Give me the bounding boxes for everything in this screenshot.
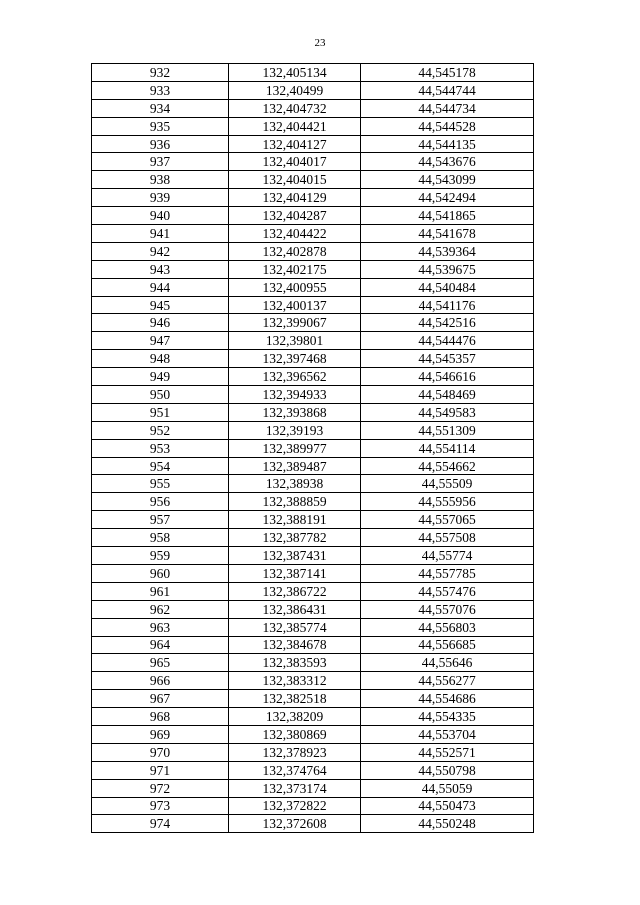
table-row	[92, 582, 534, 600]
table-row	[92, 314, 534, 332]
table-row	[92, 564, 534, 582]
table-row	[92, 743, 534, 761]
point-number-cell: 967	[92, 690, 229, 708]
longitude-cell: 132,389487	[229, 457, 361, 475]
longitude-cell: 132,383312	[229, 672, 361, 690]
table-row	[92, 386, 534, 404]
table-row	[92, 708, 534, 726]
longitude-cell: 132,404129	[229, 189, 361, 207]
point-number-cell: 961	[92, 582, 229, 600]
longitude-cell: 132,393868	[229, 403, 361, 421]
table-row	[92, 618, 534, 636]
latitude-cell: 44,554686	[361, 690, 534, 708]
longitude-cell: 132,383593	[229, 654, 361, 672]
longitude-cell: 132,380869	[229, 725, 361, 743]
longitude-cell: 132,384678	[229, 636, 361, 654]
longitude-cell: 132,396562	[229, 368, 361, 386]
latitude-cell: 44,542494	[361, 189, 534, 207]
latitude-cell: 44,55059	[361, 779, 534, 797]
point-number-cell: 952	[92, 421, 229, 439]
point-number-cell: 973	[92, 797, 229, 815]
longitude-cell: 132,373174	[229, 779, 361, 797]
latitude-cell: 44,540484	[361, 278, 534, 296]
table-row	[92, 547, 534, 565]
longitude-cell: 132,40499	[229, 81, 361, 99]
table-row	[92, 117, 534, 135]
latitude-cell: 44,557076	[361, 600, 534, 618]
point-number-cell: 955	[92, 475, 229, 493]
point-number-cell: 934	[92, 99, 229, 117]
table-row	[92, 725, 534, 743]
longitude-cell: 132,372822	[229, 797, 361, 815]
latitude-cell: 44,557065	[361, 511, 534, 529]
point-number-cell: 932	[92, 64, 229, 82]
point-number-cell: 942	[92, 242, 229, 260]
longitude-cell: 132,388191	[229, 511, 361, 529]
longitude-cell: 132,39193	[229, 421, 361, 439]
point-number-cell: 947	[92, 332, 229, 350]
latitude-cell: 44,55774	[361, 547, 534, 565]
latitude-cell: 44,546616	[361, 368, 534, 386]
table-row	[92, 153, 534, 171]
table-row	[92, 797, 534, 815]
point-number-cell: 969	[92, 725, 229, 743]
table-row	[92, 368, 534, 386]
longitude-cell: 132,399067	[229, 314, 361, 332]
table-row	[92, 529, 534, 547]
latitude-cell: 44,544744	[361, 81, 534, 99]
point-number-cell: 949	[92, 368, 229, 386]
point-number-cell: 957	[92, 511, 229, 529]
latitude-cell: 44,556803	[361, 618, 534, 636]
longitude-cell: 132,387431	[229, 547, 361, 565]
longitude-cell: 132,378923	[229, 743, 361, 761]
longitude-cell: 132,404015	[229, 171, 361, 189]
longitude-cell: 132,404287	[229, 207, 361, 225]
latitude-cell: 44,55646	[361, 654, 534, 672]
latitude-cell: 44,557508	[361, 529, 534, 547]
latitude-cell: 44,553704	[361, 725, 534, 743]
longitude-cell: 132,394933	[229, 386, 361, 404]
latitude-cell: 44,539364	[361, 242, 534, 260]
latitude-cell: 44,555956	[361, 493, 534, 511]
point-number-cell: 948	[92, 350, 229, 368]
table-row	[92, 815, 534, 833]
table-row	[92, 493, 534, 511]
table-row	[92, 332, 534, 350]
point-number-cell: 953	[92, 439, 229, 457]
point-number-cell: 966	[92, 672, 229, 690]
latitude-cell: 44,557476	[361, 582, 534, 600]
latitude-cell: 44,554114	[361, 439, 534, 457]
longitude-cell: 132,38209	[229, 708, 361, 726]
point-number-cell: 940	[92, 207, 229, 225]
longitude-cell: 132,405134	[229, 64, 361, 82]
longitude-cell: 132,400137	[229, 296, 361, 314]
table-row	[92, 761, 534, 779]
longitude-cell: 132,385774	[229, 618, 361, 636]
point-number-cell: 935	[92, 117, 229, 135]
point-number-cell: 964	[92, 636, 229, 654]
point-number-cell: 974	[92, 815, 229, 833]
latitude-cell: 44,550248	[361, 815, 534, 833]
latitude-cell: 44,550798	[361, 761, 534, 779]
point-number-cell: 958	[92, 529, 229, 547]
table-row	[92, 189, 534, 207]
longitude-cell: 132,387141	[229, 564, 361, 582]
table-row	[92, 135, 534, 153]
longitude-cell: 132,400955	[229, 278, 361, 296]
longitude-cell: 132,404422	[229, 225, 361, 243]
point-number-cell: 950	[92, 386, 229, 404]
table-row	[92, 207, 534, 225]
table-row	[92, 99, 534, 117]
point-number-cell: 960	[92, 564, 229, 582]
latitude-cell: 44,549583	[361, 403, 534, 421]
point-number-cell: 945	[92, 296, 229, 314]
table-row	[92, 779, 534, 797]
table-row	[92, 403, 534, 421]
point-number-cell: 968	[92, 708, 229, 726]
point-number-cell: 965	[92, 654, 229, 672]
table-row	[92, 636, 534, 654]
longitude-cell: 132,404732	[229, 99, 361, 117]
latitude-cell: 44,544528	[361, 117, 534, 135]
longitude-cell: 132,402878	[229, 242, 361, 260]
point-number-cell: 938	[92, 171, 229, 189]
latitude-cell: 44,541678	[361, 225, 534, 243]
longitude-cell: 132,38938	[229, 475, 361, 493]
table-row	[92, 242, 534, 260]
longitude-cell: 132,404017	[229, 153, 361, 171]
longitude-cell: 132,382518	[229, 690, 361, 708]
latitude-cell: 44,544135	[361, 135, 534, 153]
longitude-cell: 132,386722	[229, 582, 361, 600]
point-number-cell: 959	[92, 547, 229, 565]
latitude-cell: 44,552571	[361, 743, 534, 761]
point-number-cell: 970	[92, 743, 229, 761]
coordinates-table-body	[92, 64, 534, 833]
latitude-cell: 44,554662	[361, 457, 534, 475]
point-number-cell: 939	[92, 189, 229, 207]
table-row	[92, 600, 534, 618]
point-number-cell: 941	[92, 225, 229, 243]
latitude-cell: 44,548469	[361, 386, 534, 404]
latitude-cell: 44,539675	[361, 260, 534, 278]
point-number-cell: 963	[92, 618, 229, 636]
point-number-cell: 956	[92, 493, 229, 511]
longitude-cell: 132,404127	[229, 135, 361, 153]
point-number-cell: 946	[92, 314, 229, 332]
table-row	[92, 296, 534, 314]
page-number: 23	[314, 37, 326, 49]
table-row	[92, 654, 534, 672]
table-row	[92, 171, 534, 189]
latitude-cell: 44,545357	[361, 350, 534, 368]
longitude-cell: 132,372608	[229, 815, 361, 833]
table-row	[92, 672, 534, 690]
latitude-cell: 44,556277	[361, 672, 534, 690]
point-number-cell: 962	[92, 600, 229, 618]
latitude-cell: 44,543676	[361, 153, 534, 171]
latitude-cell: 44,554335	[361, 708, 534, 726]
latitude-cell: 44,556685	[361, 636, 534, 654]
table-row	[92, 475, 534, 493]
point-number-cell: 972	[92, 779, 229, 797]
longitude-cell: 132,389977	[229, 439, 361, 457]
latitude-cell: 44,550473	[361, 797, 534, 815]
point-number-cell: 943	[92, 260, 229, 278]
longitude-cell: 132,397468	[229, 350, 361, 368]
latitude-cell: 44,544476	[361, 332, 534, 350]
latitude-cell: 44,542516	[361, 314, 534, 332]
latitude-cell: 44,543099	[361, 171, 534, 189]
point-number-cell: 933	[92, 81, 229, 99]
latitude-cell: 44,545178	[361, 64, 534, 82]
latitude-cell: 44,541865	[361, 207, 534, 225]
point-number-cell: 951	[92, 403, 229, 421]
table-row	[92, 421, 534, 439]
longitude-cell: 132,39801	[229, 332, 361, 350]
longitude-cell: 132,387782	[229, 529, 361, 547]
table-row	[92, 457, 534, 475]
latitude-cell: 44,55509	[361, 475, 534, 493]
table-row	[92, 511, 534, 529]
longitude-cell: 132,374764	[229, 761, 361, 779]
table-row	[92, 690, 534, 708]
point-number-cell: 944	[92, 278, 229, 296]
longitude-cell: 132,388859	[229, 493, 361, 511]
table-row	[92, 225, 534, 243]
table-row	[92, 81, 534, 99]
point-number-cell: 937	[92, 153, 229, 171]
latitude-cell: 44,551309	[361, 421, 534, 439]
latitude-cell: 44,557785	[361, 564, 534, 582]
point-number-cell: 971	[92, 761, 229, 779]
table-row	[92, 64, 534, 82]
latitude-cell: 44,544734	[361, 99, 534, 117]
longitude-cell: 132,386431	[229, 600, 361, 618]
point-number-cell: 936	[92, 135, 229, 153]
longitude-cell: 132,402175	[229, 260, 361, 278]
table-row	[92, 260, 534, 278]
latitude-cell: 44,541176	[361, 296, 534, 314]
table-row	[92, 350, 534, 368]
table-row	[92, 439, 534, 457]
coordinates-table	[91, 63, 534, 833]
longitude-cell: 132,404421	[229, 117, 361, 135]
table-row	[92, 278, 534, 296]
point-number-cell: 954	[92, 457, 229, 475]
